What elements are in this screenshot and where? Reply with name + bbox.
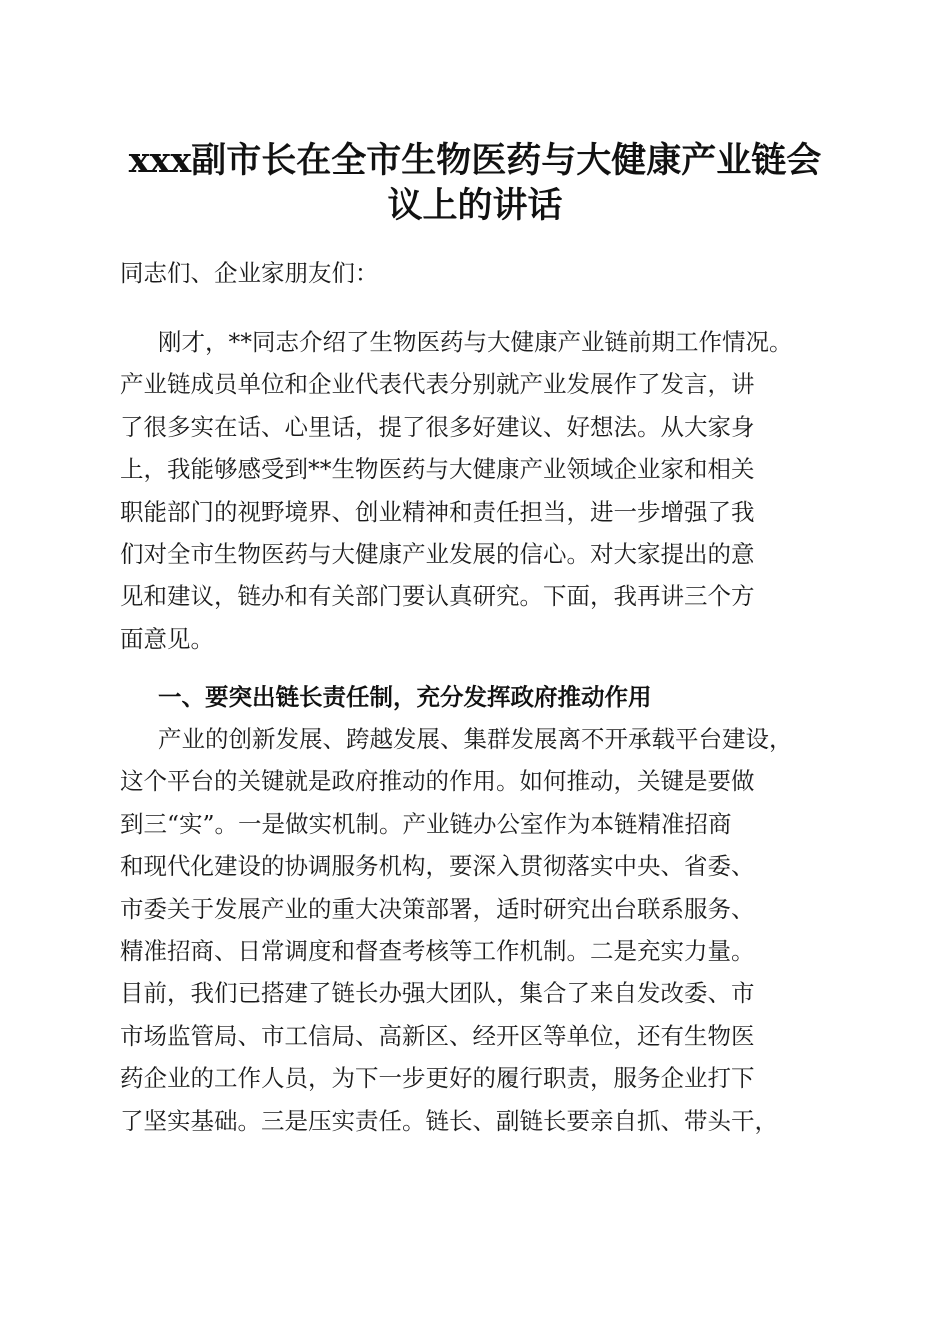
paragraph-line: 上，我能够感受到**生物医药与大健康产业领域企业家和相关 xyxy=(120,455,755,484)
paragraph-line: 们对全市生物医药与大健康产业发展的信心。对大家提出的意 xyxy=(120,540,755,569)
paragraph-line: 了坚实基础。三是压实责任。链长、副链长要亲自抓、带头干， xyxy=(120,1106,778,1135)
section-heading-text: 一、要突出链长责任制，充分发挥政府推动作用 xyxy=(158,683,652,711)
paragraph-line: 到三“实”。一是做实机制。产业链办公室作为本链精准招商 xyxy=(120,809,732,838)
paragraph-line: 面意见。 xyxy=(120,624,214,653)
paragraph-line: 刚才，**同志介绍了生物医药与大健康产业链前期工作情况。 xyxy=(158,328,793,356)
paragraph-line: 产业的创新发展、跨越发展、集群发展离不开承载平台建设， xyxy=(158,725,793,753)
paragraph-line: 市场监管局、市工信局、高新区、经开区等单位，还有生物医 xyxy=(120,1021,755,1050)
salutation xyxy=(120,252,835,294)
paragraph-line: 精准招商、日常调度和督查考核等工作机制。二是充实力量。 xyxy=(120,937,755,966)
paragraph-line: 和现代化建设的协调服务机构，要深入贯彻落实中央、省委、 xyxy=(120,852,755,881)
section-heading-1 xyxy=(120,676,835,718)
salutation-text: 同志们、企业家朋友们： xyxy=(120,259,379,287)
paragraph-line: 这个平台的关键就是政府推动的作用。如何推动，关键是要做 xyxy=(120,767,755,796)
paragraph-section-1 xyxy=(120,718,835,1142)
paragraph-line: 职能部门的视野境界、创业精神和责任担当，进一步增强了我 xyxy=(120,497,755,526)
paragraph-line: 见和建议，链办和有关部门要认真研究。下面，我再讲三个方 xyxy=(120,582,755,611)
paragraph-line: 了很多实在话、心里话，提了很多好建议、好想法。从大家身 xyxy=(120,412,755,441)
paragraph-opening xyxy=(120,321,835,660)
title-line: 议上的讲话 xyxy=(387,185,563,226)
title-line: xxx副市长在全市生物医药与大健康产业链会 xyxy=(128,140,822,181)
paragraph-line: 目前，我们已搭建了链长办强大团队，集合了来自发改委、市 xyxy=(120,979,755,1008)
paragraph-line: 药企业的工作人员，为下一步更好的履行职责，服务企业打下 xyxy=(120,1064,755,1093)
paragraph-line: 产业链成员单位和企业代表代表分别就产业发展作了发言，讲 xyxy=(120,370,755,399)
paragraph-line: 市委关于发展产业的重大决策部署，适时研究出台联系服务、 xyxy=(120,894,755,923)
document-title xyxy=(100,138,850,228)
